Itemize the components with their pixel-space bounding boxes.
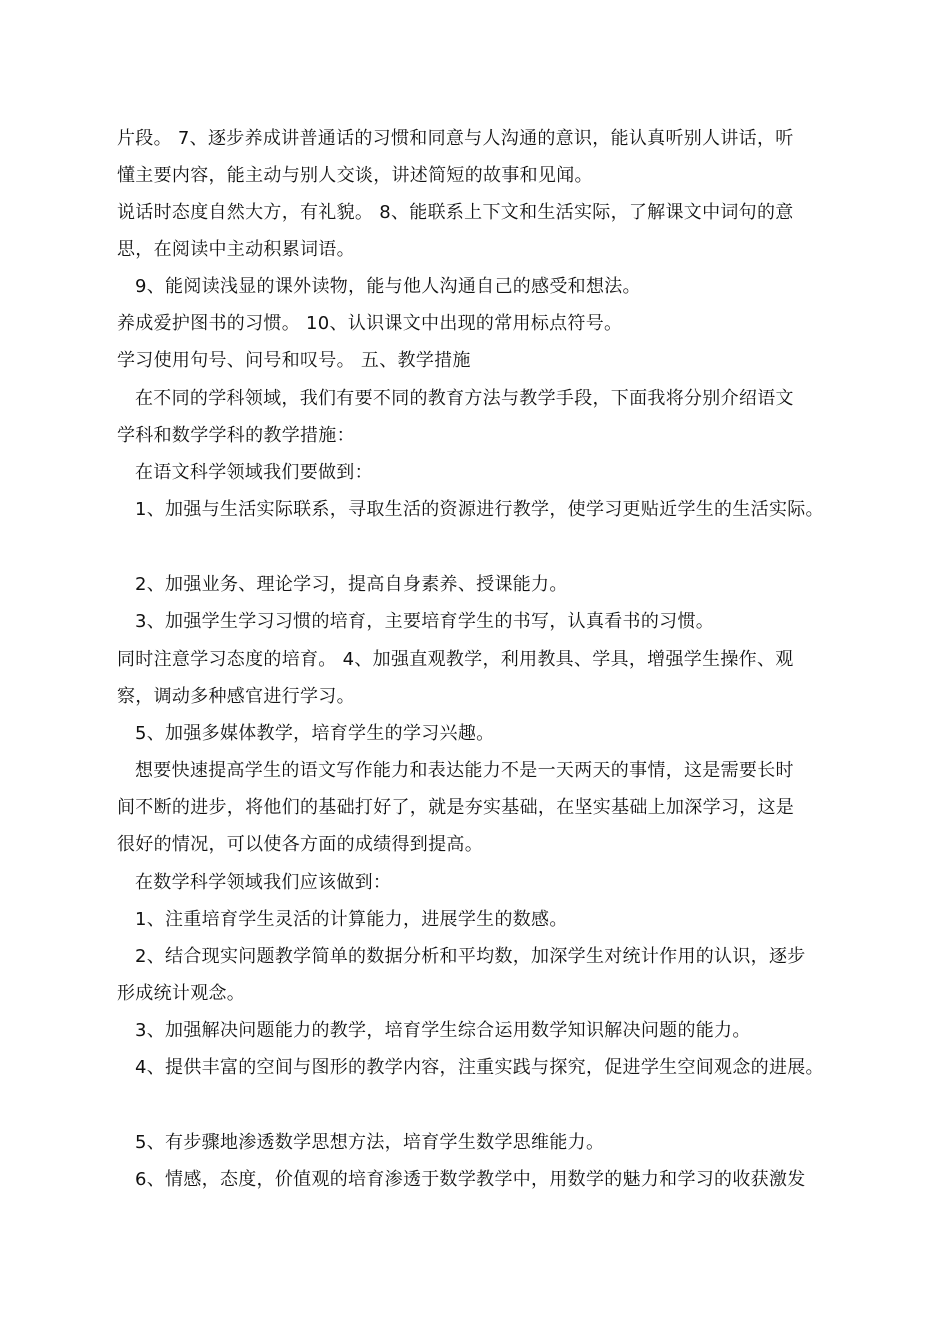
text-line: 在语文科学领域我们要做到： — [135, 462, 373, 483]
text-line: 学科和数学学科的教学措施： — [117, 425, 355, 446]
text-line: 3、加强解决问题能力的教学，培育学生综合运用数学知识解决问题的能力。 — [135, 1020, 751, 1041]
text-line: 察，调动多种感官进行学习。 — [117, 686, 355, 707]
text-line: 间不断的进步，将他们的基础打好了，就是夯实基础，在坚实基础上加深学习，这是 — [117, 797, 795, 818]
text-line: 5、有步骤地渗透数学思想方法，培育学生数学思维能力。 — [135, 1132, 605, 1153]
text-line: 5、加强多媒体教学，培育学生的学习兴趣。 — [135, 723, 495, 744]
text-line: 同时注意学习态度的培育。 4、加强直观教学，利用教具、学具，增强学生操作、观 — [117, 649, 794, 670]
text-line: 很好的情况，可以使各方面的成绩得到提高。 — [117, 834, 483, 855]
text-line: 1、加强与生活实际联系，寻取生活的资源进行教学，使学习更贴近学生的生活实际。 — [135, 499, 824, 520]
text-line: 1、注重培育学生灵活的计算能力，进展学生的数感。 — [135, 909, 568, 930]
text-line: 2、结合现实问题教学简单的数据分析和平均数，加深学生对统计作用的认识，逐步 — [135, 946, 806, 967]
text-line: 在数学科学领域我们应该做到： — [135, 872, 392, 893]
text-line: 想要快速提高学生的语文写作能力和表达能力不是一天两天的事情，这是需要长时 — [135, 760, 794, 781]
text-line: 6、情感，态度，价值观的培育渗透于数学教学中，用数学的魅力和学习的收获激发 — [135, 1169, 806, 1190]
text-line: 9、能阅读浅显的课外读物，能与他人沟通自己的感受和想法。 — [135, 276, 641, 297]
text-line: 形成统计观念。 — [117, 983, 246, 1004]
text-line: 学习使用句号、问号和叹号。 五、教学措施 — [117, 350, 471, 371]
text-line: 懂主要内容，能主动与别人交谈，讲述简短的故事和见闻。 — [117, 165, 593, 186]
text-line: 说话时态度自然大方，有礼貌。 8、能联系上下文和生活实际，了解课文中词句的意 — [117, 202, 794, 223]
text-line: 片段。 7、逐步养成讲普通话的习惯和同意与人沟通的意识，能认真听别人讲话，听 — [117, 128, 794, 149]
text-line: 养成爱护图书的习惯。 10、认识课文中出现的常用标点符号。 — [117, 313, 623, 334]
text-line: 4、提供丰富的空间与图形的教学内容，注重实践与探究，促进学生空间观念的进展。 — [135, 1057, 824, 1078]
text-line: 在不同的学科领域，我们有要不同的教育方法与教学手段，下面我将分别介绍语文 — [135, 388, 794, 409]
text-line: 思，在阅读中主动积累词语。 — [117, 239, 355, 260]
text-line: 3、加强学生学习习惯的培育，主要培育学生的书写，认真看书的习惯。 — [135, 611, 715, 632]
text-line: 2、加强业务、理论学习，提高自身素养、授课能力。 — [135, 574, 568, 595]
